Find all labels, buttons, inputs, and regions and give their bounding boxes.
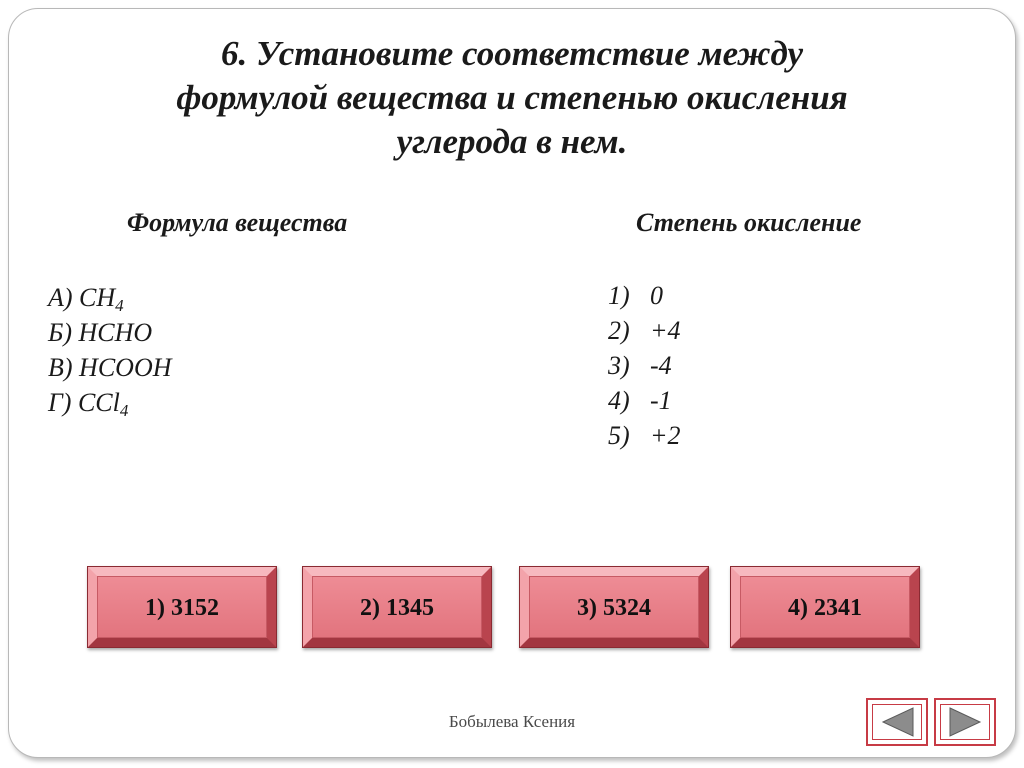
answer-button-4[interactable] [730, 566, 920, 648]
oxidation-item [608, 313, 681, 348]
title-line-3: углерода в нем. [396, 122, 628, 161]
oxidation-value: +2 [650, 421, 681, 450]
formula-column-heading: Формула вещества [127, 208, 348, 237]
formula-label: А) [48, 283, 73, 312]
formula-base: HCOOH [79, 353, 172, 382]
author-footer: Бобылева Ксения [448, 712, 576, 731]
oxidation-number: 4) [608, 386, 630, 415]
oxidation-value: -4 [650, 351, 672, 380]
title-line-1: 6. Установите соответствие между [221, 34, 803, 73]
oxidation-value: 0 [650, 281, 663, 310]
oxidation-value: -1 [650, 386, 672, 415]
answer-button-2[interactable] [302, 566, 492, 648]
formula-item [48, 315, 172, 350]
title-line-2: формулой вещества и степенью окисления [176, 78, 848, 117]
formula-label: Б) [48, 318, 72, 347]
oxidation-item [608, 383, 681, 418]
oxidation-item [608, 278, 681, 313]
answer-label: 3) 5324 [577, 595, 651, 621]
formula-item [48, 280, 172, 315]
oxidation-number: 5) [608, 421, 630, 450]
oxidation-column-heading: Степень окисление [636, 208, 862, 237]
formula-base: CCl [77, 388, 120, 417]
question-title [60, 32, 964, 164]
answer-label: 4) 2341 [788, 595, 862, 621]
answer-label: 1) 3152 [145, 595, 219, 621]
formula-list [48, 280, 172, 420]
next-slide-button[interactable] [934, 698, 996, 746]
oxidation-number: 3) [608, 351, 630, 380]
formula-label: Г) [48, 388, 72, 417]
formula-item [48, 350, 172, 385]
formula-item [48, 385, 172, 420]
formula-base: CH [79, 283, 116, 312]
oxidation-number: 1) [608, 281, 630, 310]
oxidation-list [608, 278, 681, 453]
oxidation-item [608, 418, 681, 453]
answer-label: 2) 1345 [360, 595, 434, 621]
answer-button-1[interactable] [87, 566, 277, 648]
triangle-left-icon [868, 700, 926, 744]
formula-label: В) [48, 353, 73, 382]
formula-base: HCHO [78, 318, 153, 347]
oxidation-value: +4 [650, 316, 681, 345]
formula-subscript: 4 [119, 401, 129, 420]
oxidation-number: 2) [608, 316, 630, 345]
answer-button-3[interactable] [519, 566, 709, 648]
previous-slide-button[interactable] [866, 698, 928, 746]
formula-subscript: 4 [115, 296, 124, 315]
oxidation-item [608, 348, 681, 383]
triangle-right-icon [936, 700, 994, 744]
